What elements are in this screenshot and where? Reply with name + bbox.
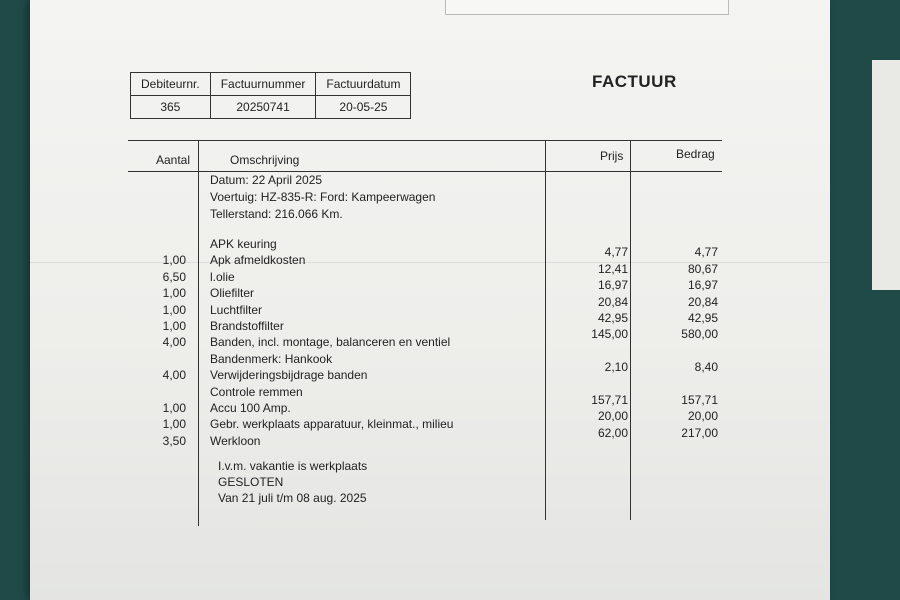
info-value-row	[131, 96, 411, 119]
item-description: Apk afmeldkosten	[210, 253, 306, 268]
debiteur-header: Debiteurnr.	[131, 73, 211, 96]
info-line: Tellerstand: 216.066 Km.	[210, 207, 343, 221]
item-qty: 4,00	[162, 368, 186, 383]
item-amount: 157,71	[681, 393, 718, 407]
item-qty: 1,00	[162, 401, 186, 415]
item-description: Gebr. werkplaats apparatuur, kleinmat., milieu	[210, 417, 454, 432]
item-amount: 8,40	[694, 360, 718, 375]
col-prijs: Prijs	[600, 149, 624, 163]
debiteur-value: 365	[131, 96, 211, 119]
column-header-row	[128, 140, 722, 172]
factuurdatum-header: Factuurdatum	[316, 73, 411, 96]
item-amount: 20,00	[687, 409, 718, 424]
info-line: Voertuig: HZ-835-R: Ford: Kampeerwagen	[210, 190, 436, 204]
item-price: 145,00	[591, 327, 628, 342]
item-price: 42,95	[597, 311, 628, 325]
item-amount: 20,84	[687, 294, 718, 309]
col-aantal: Aantal	[156, 153, 191, 167]
info-line: Datum: 22 April 2025	[210, 173, 323, 187]
item-amount: 42,95	[687, 311, 718, 325]
item-price: 12,41	[597, 261, 628, 276]
column-divider	[630, 140, 631, 520]
item-amount: 217,00	[681, 425, 718, 440]
col-bedrag: Bedrag	[676, 147, 715, 161]
factuurnummer-header: Factuurnummer	[210, 73, 316, 96]
factuurnummer-value: 20250741	[210, 96, 316, 119]
item-amount: 4,77	[694, 245, 718, 260]
column-divider	[198, 140, 199, 526]
top-slip	[445, 0, 729, 15]
info-header-row	[131, 73, 411, 96]
note-line: GESLOTEN	[218, 475, 284, 489]
invoice-info-table	[130, 72, 411, 119]
item-price: 4,77	[604, 245, 628, 260]
item-price: 20,00	[597, 409, 628, 424]
note-line: I.v.m. vakantie is werkplaats	[218, 459, 368, 473]
item-description: Werkloon	[210, 433, 261, 448]
factuurdatum-value: 20-05-25	[316, 96, 411, 119]
item-description: l.olie	[210, 269, 235, 284]
item-qty: 1,00	[162, 286, 186, 301]
column-divider	[545, 140, 546, 520]
item-description: Luchtfilter	[210, 302, 263, 317]
item-qty: 3,50	[162, 433, 186, 448]
item-description: Accu 100 Amp.	[210, 401, 291, 415]
item-qty: 1,00	[162, 253, 186, 268]
item-qty: 1,00	[162, 302, 186, 317]
item-qty: 1,00	[162, 319, 186, 333]
document-title: FACTUUR	[592, 72, 677, 91]
item-qty: 6,50	[162, 269, 186, 284]
item-price: 16,97	[597, 278, 628, 293]
item-description: APK keuring	[210, 237, 277, 251]
item-description: Verwijderingsbijdrage banden	[210, 368, 368, 383]
item-price: 20,84	[597, 294, 628, 309]
background-paper	[872, 60, 900, 290]
item-amount: 80,67	[687, 261, 718, 276]
note-line: Van 21 juli t/m 08 aug. 2025	[218, 491, 367, 505]
item-price: 157,71	[591, 393, 628, 407]
item-description: Controle remmen	[210, 384, 303, 399]
invoice-paper	[30, 0, 830, 600]
item-price: 2,10	[604, 360, 628, 375]
item-qty: 1,00	[162, 417, 186, 432]
item-amount: 16,97	[687, 278, 718, 293]
item-qty: 4,00	[162, 335, 186, 350]
item-description: Oliefilter	[210, 286, 255, 301]
item-amount: 580,00	[681, 327, 718, 342]
item-description: Bandenmerk: Hankook	[210, 351, 333, 366]
item-description: Banden, incl. montage, balanceren en ventiel	[210, 335, 451, 350]
col-omschrijving: Omschrijving	[230, 153, 300, 167]
item-price: 62,00	[597, 425, 628, 440]
item-description: Brandstoffilter	[210, 319, 284, 333]
